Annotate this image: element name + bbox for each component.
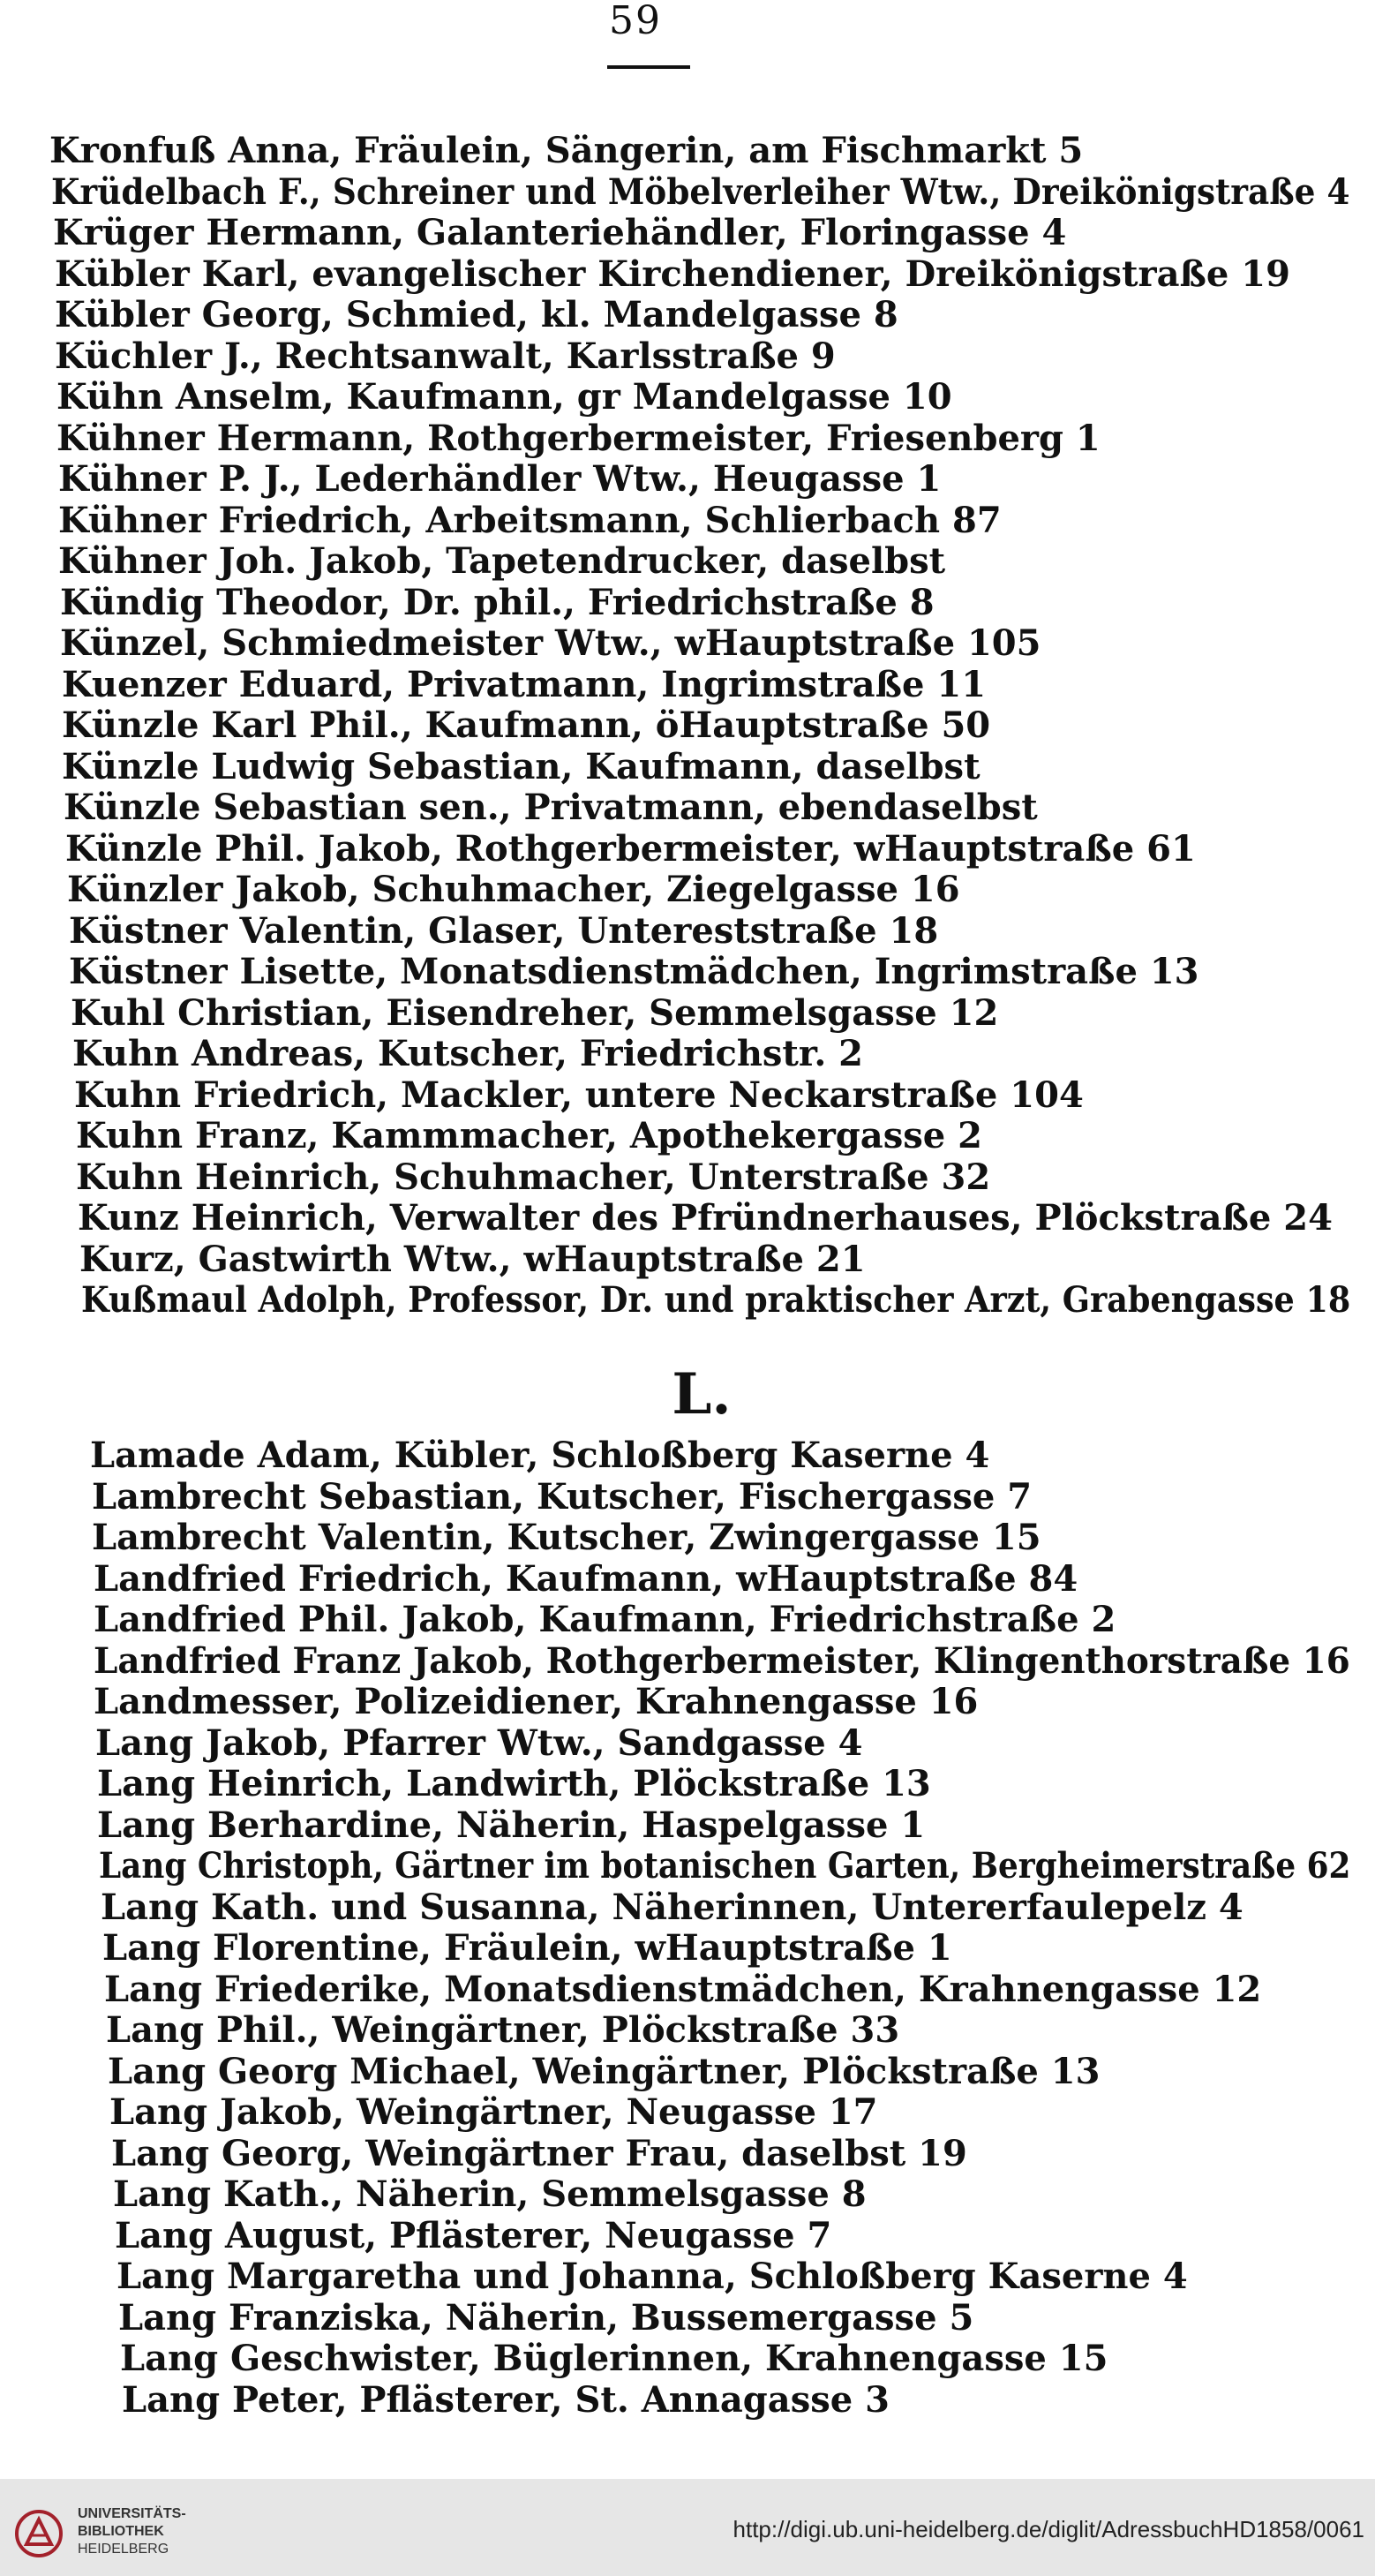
directory-entry: Kuhn Heinrich, Schuhmacher, Unterstraße 32 xyxy=(76,1156,991,1198)
directory-entry: Künzle Phil. Jakob, Rothgerbermeister, wHauptstraße 61 xyxy=(65,828,1196,870)
directory-entry: Künzle Ludwig Sebastian, Kaufmann, daselbst xyxy=(62,746,981,787)
directory-entry: Kuenzer Eduard, Privatmann, Ingrimstraße 11 xyxy=(62,664,987,705)
directory-entry: Kronfuß Anna, Fräulein, Sängerin, am Fischmarkt 5 xyxy=(49,131,1084,171)
directory-entry: Lambrecht Valentin, Kutscher, Zwingergasse 15 xyxy=(92,1518,1041,1558)
directory-entry: Lang Jakob, Pfarrer Wtw., Sandgasse 4 xyxy=(95,1722,863,1764)
directory-entry: Künzle Sebastian sen., Privatmann, ebendaselbst xyxy=(64,787,1038,828)
directory-entry: Kunz Heinrich, Verwalter des Pfründnerhauses, Plöckstraße 24 xyxy=(78,1198,1333,1239)
directory-entry: Kübler Karl, evangelischer Kirchendiener, Dreikönigstraße 19 xyxy=(55,253,1290,295)
entries-l xyxy=(0,1435,1375,2421)
directory-entry: Küstner Lisette, Monatsdienstmädchen, Ingrimstraße 13 xyxy=(69,952,1199,992)
letter-heading: L. xyxy=(672,1361,732,1427)
directory-entry: Lang Florentine, Fräulein, wHauptstraße 1 xyxy=(102,1928,952,1969)
directory-entry: Kühner Friedrich, Arbeitsmann, Schlierbach 87 xyxy=(58,500,1002,541)
directory-entry: Lambrecht Sebastian, Kutscher, Fischergasse 7 xyxy=(92,1476,1033,1518)
directory-entry: Kuhn Friedrich, Mackler, untere Neckarstraße 104 xyxy=(74,1074,1084,1116)
page-number: 59 xyxy=(609,0,662,43)
directory-entry: Lang Geschwister, Büglerinnen, Krahnengasse 15 xyxy=(120,2339,1108,2379)
directory-entry: Kuhn Andreas, Kutscher, Friedrichstr. 2 xyxy=(72,1034,863,1074)
directory-entry: Kußmaul Adolph, Professor, Dr. und praktischer Arzt, Grabengasse 18 xyxy=(81,1280,1350,1321)
logo-line-2: BIBLIOTHEK xyxy=(78,2524,164,2539)
directory-entry: Landfried Friedrich, Kaufmann, wHauptstraße 84 xyxy=(94,1558,1078,1600)
directory-entry: Lang Kath. und Susanna, Näherinnen, Untererfaulepelz 4 xyxy=(101,1887,1244,1928)
directory-entry: Lang August, Pflästerer, Neugasse 7 xyxy=(115,2215,832,2256)
source-url-link[interactable]: http://digi.ub.uni-heidelberg.de/diglit/AdressbuchHD1858/0061 xyxy=(733,2516,1364,2542)
directory-entry: Kuhl Christian, Eisendreher, Semmelsgasse 12 xyxy=(71,992,999,1034)
directory-entry: Lamade Adam, Kübler, Schloßberg Kaserne 4 xyxy=(90,1435,990,1476)
directory-entry: Lang Georg Michael, Weingärtner, Plöckstraße 13 xyxy=(108,2051,1101,2092)
directory-entry: Kübler Georg, Schmied, kl. Mandelgasse 8 xyxy=(55,295,898,335)
directory-entry: Kurz, Gastwirth Wtw., wHauptstraße 21 xyxy=(79,1239,866,1280)
entries-k xyxy=(0,131,1375,1322)
directory-entry: Krüger Hermann, Galanteriehändler, Floringasse 4 xyxy=(53,213,1067,253)
university-seal-icon xyxy=(14,2509,64,2558)
footer-bar xyxy=(0,2479,1375,2576)
directory-entry: Lang Franziska, Näherin, Bussemergasse 5 xyxy=(118,2297,974,2339)
directory-entry: Kühner Joh. Jakob, Tapetendrucker, daselbst xyxy=(58,541,946,582)
logo-line-3: HEIDELBERG xyxy=(78,2542,169,2557)
directory-entry: Küstner Valentin, Glaser, Untereststraße 18 xyxy=(69,910,939,952)
directory-entry: Künzle Karl Phil., Kaufmann, öHauptstraße 50 xyxy=(62,705,991,746)
directory-entry: Lang Christoph, Gärtner im botanischen Garten, Bergheimerstraße 62 xyxy=(99,1846,1350,1887)
directory-entry: Künzler Jakob, Schuhmacher, Ziegelgasse 16 xyxy=(67,870,960,910)
directory-entry: Lang Georg, Weingärtner Frau, daselbst 19 xyxy=(111,2133,967,2174)
header-rule xyxy=(607,65,690,69)
directory-entry: Lang Friederike, Monatsdienstmädchen, Krahnengasse 12 xyxy=(104,1969,1262,2010)
directory-entry: Kühner P. J., Lederhändler Wtw., Heugasse 1 xyxy=(58,459,942,500)
directory-entry: Kühner Hermann, Rothgerbermeister, Friesenberg 1 xyxy=(56,418,1101,459)
directory-entry: Küchler J., Rechtsanwalt, Karlsstraße 9 xyxy=(55,335,836,377)
directory-entry: Kühn Anselm, Kaufmann, gr Mandelgasse 10 xyxy=(56,377,952,418)
library-logo-text xyxy=(78,2505,254,2558)
directory-entry: Lang Jakob, Weingärtner, Neugasse 17 xyxy=(109,2092,878,2133)
directory-entry: Lang Margaretha und Johanna, Schloßberg Kaserne 4 xyxy=(116,2256,1188,2297)
directory-entry: Lang Berhardine, Näherin, Haspelgasse 1 xyxy=(97,1804,926,1846)
directory-entry: Lang Kath., Näherin, Semmelsgasse 8 xyxy=(113,2174,867,2215)
directory-entry: Lang Peter, Pflästerer, St. Annagasse 3 xyxy=(122,2379,890,2421)
directory-entry: Künzel, Schmiedmeister Wtw., wHauptstraße 105 xyxy=(60,623,1041,664)
directory-entry: Landfried Franz Jakob, Rothgerbermeister, Klingenthorstraße 16 xyxy=(94,1640,1350,1682)
directory-entry: Kuhn Franz, Kammmacher, Apothekergasse 2 xyxy=(76,1116,982,1156)
directory-entry: Landfried Phil. Jakob, Kaufmann, Friedrichstraße 2 xyxy=(94,1600,1116,1640)
directory-entry: Krüdelbach F., Schreiner und Möbelverleiher Wtw., Dreikönigstraße 4 xyxy=(51,171,1350,213)
directory-entry: Landmesser, Polizeidiener, Krahnengasse 16 xyxy=(94,1682,979,1722)
directory-entry: Lang Heinrich, Landwirth, Plöckstraße 13 xyxy=(97,1764,931,1804)
logo-line-1: UNIVERSITÄTS- xyxy=(78,2506,186,2521)
directory-entry: Kündig Theodor, Dr. phil., Friedrichstraße 8 xyxy=(60,582,935,623)
directory-entry: Lang Phil., Weingärtner, Plöckstraße 33 xyxy=(106,2010,900,2051)
